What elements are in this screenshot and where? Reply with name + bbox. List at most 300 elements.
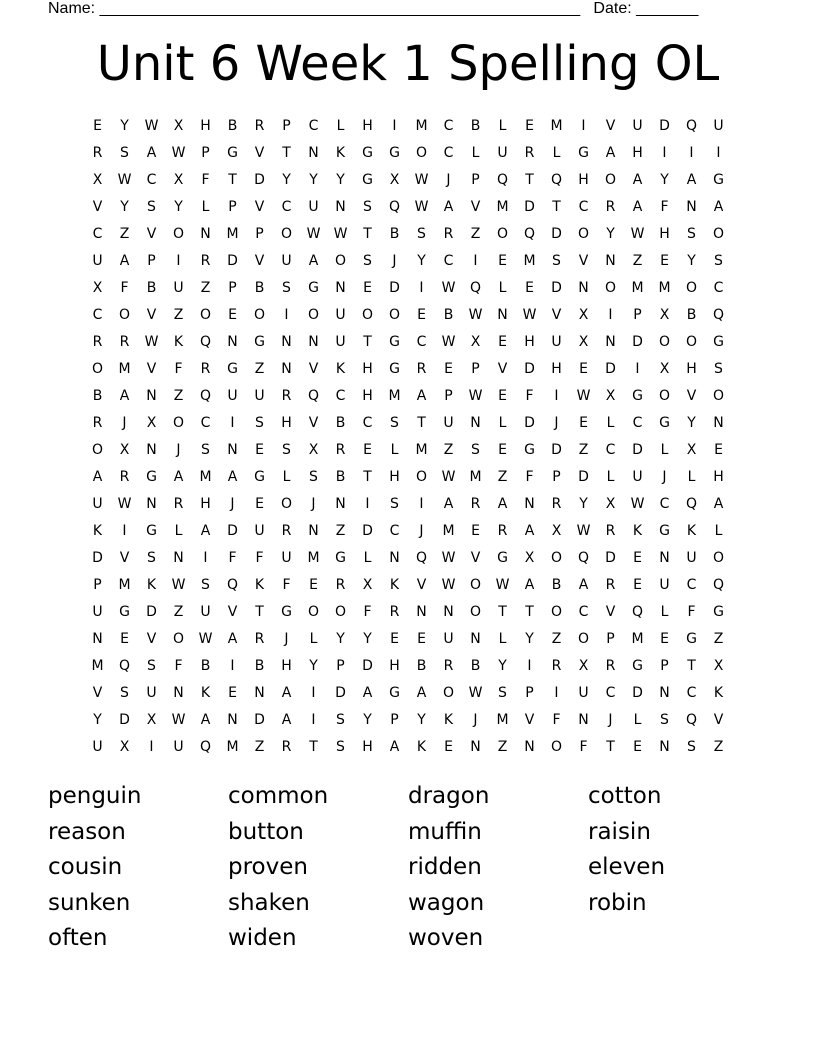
grid-letter: A	[281, 684, 292, 701]
grid-letter: A	[605, 144, 616, 161]
grid-letter: O	[550, 603, 563, 620]
grid-letter: Q	[469, 279, 482, 296]
grid-letter: Z	[713, 630, 724, 647]
grid-letter: G	[713, 603, 724, 620]
grid-letter: O	[307, 603, 320, 620]
grid-letter: S	[498, 684, 507, 701]
grid-letter: N	[389, 549, 400, 566]
grid-letter: V	[605, 117, 616, 134]
word-search-grid	[84, 112, 732, 760]
grid-letter: P	[471, 171, 480, 188]
grid-letter: M	[118, 576, 131, 593]
grid-letter: P	[336, 657, 345, 674]
grid-letter: E	[363, 441, 372, 458]
grid-letter: X	[92, 171, 103, 188]
grid-letter: C	[308, 117, 319, 134]
grid-letter: N	[227, 711, 238, 728]
grid-letter: W	[441, 468, 456, 485]
grid-letter: D	[92, 549, 103, 566]
grid-letter: W	[522, 306, 537, 323]
grid-letter: X	[578, 333, 589, 350]
grid-letter: N	[497, 306, 508, 323]
grid-letter: J	[392, 252, 397, 269]
grid-letter: A	[686, 171, 697, 188]
grid-letter: M	[415, 441, 428, 458]
grid-letter: A	[119, 252, 130, 269]
grid-letter: G	[659, 522, 670, 539]
word-list-item: raisin	[588, 818, 651, 845]
grid-letter: V	[146, 225, 157, 242]
grid-letter: X	[146, 711, 157, 728]
grid-letter: N	[146, 387, 157, 404]
grid-letter: G	[659, 414, 670, 431]
grid-letter: E	[633, 576, 642, 593]
grid-letter: B	[200, 657, 211, 674]
word-list-item: robin	[588, 889, 647, 916]
grid-letter: T	[525, 603, 534, 620]
grid-letter: O	[280, 225, 293, 242]
grid-letter: D	[146, 603, 157, 620]
grid-letter: W	[144, 117, 159, 134]
grid-letter: U	[281, 549, 292, 566]
grid-letter: P	[228, 279, 237, 296]
grid-letter: N	[686, 198, 697, 215]
grid-letter: M	[631, 279, 644, 296]
grid-letter: E	[417, 630, 426, 647]
grid-letter: M	[550, 117, 563, 134]
grid-letter: N	[605, 333, 616, 350]
grid-letter: V	[146, 630, 157, 647]
word-list-item: penguin	[48, 783, 142, 809]
grid-letter: Y	[417, 711, 426, 728]
grid-letter: G	[713, 333, 724, 350]
grid-letter: T	[687, 657, 696, 674]
grid-letter: H	[200, 495, 211, 512]
grid-letter: X	[308, 441, 319, 458]
grid-letter: R	[119, 468, 130, 485]
grid-letter: Q	[199, 387, 212, 404]
grid-letter: K	[254, 576, 265, 593]
grid-letter: P	[390, 711, 399, 728]
grid-letter: N	[281, 360, 292, 377]
grid-letter: R	[254, 117, 265, 134]
grid-letter: A	[200, 522, 211, 539]
grid-letter: F	[174, 657, 183, 674]
grid-letter: S	[660, 711, 669, 728]
grid-letter: V	[497, 360, 508, 377]
grid-letter: H	[200, 117, 211, 134]
grid-letter: M	[415, 117, 428, 134]
grid-letter: W	[144, 333, 159, 350]
grid-letter: C	[92, 306, 103, 323]
grid-letter: W	[333, 225, 348, 242]
grid-letter: M	[469, 468, 482, 485]
grid-letter: U	[92, 252, 103, 269]
grid-letter: I	[473, 252, 478, 269]
grid-letter: N	[335, 279, 346, 296]
grid-letter: G	[146, 468, 157, 485]
grid-letter: B	[686, 306, 697, 323]
grid-letter: Z	[551, 630, 562, 647]
grid-letter: T	[255, 603, 264, 620]
grid-letter: A	[281, 711, 292, 728]
grid-letter: R	[92, 414, 103, 431]
grid-letter: O	[712, 387, 725, 404]
grid-letter: C	[443, 144, 454, 161]
grid-letter: F	[255, 549, 264, 566]
grid-letter: O	[712, 225, 725, 242]
grid-letter: D	[335, 684, 346, 701]
grid-letter: Y	[120, 117, 129, 134]
grid-letter: C	[362, 414, 373, 431]
grid-letter: N	[173, 549, 184, 566]
grid-letter: U	[713, 117, 724, 134]
grid-letter: K	[416, 738, 427, 755]
grid-letter: D	[119, 711, 130, 728]
grid-letter: P	[552, 468, 561, 485]
grid-letter: J	[176, 441, 181, 458]
grid-letter: M	[226, 225, 239, 242]
grid-letter: N	[578, 279, 589, 296]
grid-letter: W	[441, 549, 456, 566]
grid-letter: L	[390, 441, 399, 458]
grid-letter: R	[605, 198, 616, 215]
grid-letter: M	[118, 360, 131, 377]
word-list-item: woven	[408, 925, 484, 952]
grid-letter: Y	[174, 198, 183, 215]
grid-letter: U	[254, 387, 265, 404]
grid-letter: I	[230, 414, 235, 431]
grid-letter: I	[662, 144, 667, 161]
grid-letter: Z	[173, 306, 184, 323]
grid-letter: L	[471, 144, 480, 161]
grid-letter: A	[416, 387, 427, 404]
grid-letter: Y	[606, 225, 615, 242]
grid-letter: T	[606, 738, 615, 755]
grid-letter: D	[632, 441, 643, 458]
grid-letter: J	[284, 630, 289, 647]
grid-letter: N	[146, 495, 157, 512]
grid-letter: W	[630, 225, 645, 242]
grid-letter: B	[416, 657, 427, 674]
grid-letter: M	[226, 738, 239, 755]
grid-letter: B	[389, 225, 400, 242]
grid-letter: R	[443, 225, 454, 242]
grid-letter: N	[524, 738, 535, 755]
grid-letter: X	[119, 738, 130, 755]
grid-letter: E	[633, 549, 642, 566]
grid-letter: O	[253, 306, 266, 323]
grid-letter: C	[659, 495, 670, 512]
grid-letter: J	[608, 711, 613, 728]
grid-letter: R	[92, 333, 103, 350]
grid-letter: Q	[226, 576, 239, 593]
grid-letter: R	[497, 522, 508, 539]
grid-letter: N	[659, 684, 670, 701]
word-list-item: widen	[228, 925, 297, 952]
grid-letter: A	[632, 171, 643, 188]
grid-letter: F	[228, 549, 237, 566]
grid-letter: O	[604, 279, 617, 296]
grid-letter: D	[362, 657, 373, 674]
grid-letter: S	[714, 360, 723, 377]
grid-letter: V	[146, 306, 157, 323]
grid-letter: W	[441, 333, 456, 350]
grid-letter: L	[660, 441, 669, 458]
grid-letter: Z	[173, 387, 184, 404]
grid-letter: E	[255, 495, 264, 512]
word-list-item: common	[228, 783, 329, 809]
grid-letter: J	[122, 414, 127, 431]
grid-letter: O	[685, 279, 698, 296]
word-list-item: wagon	[408, 889, 485, 916]
grid-letter: W	[468, 387, 483, 404]
grid-letter: C	[605, 684, 616, 701]
grid-letter: O	[199, 306, 212, 323]
grid-letter: N	[173, 684, 184, 701]
grid-letter: P	[660, 657, 669, 674]
grid-letter: S	[552, 252, 561, 269]
grid-letter: S	[390, 414, 399, 431]
grid-letter: M	[523, 252, 536, 269]
grid-letter: K	[92, 522, 103, 539]
grid-letter: G	[254, 468, 265, 485]
grid-letter: A	[524, 522, 535, 539]
grid-letter: G	[632, 657, 643, 674]
grid-letter: F	[660, 198, 669, 215]
grid-letter: V	[470, 198, 481, 215]
grid-letter: Y	[336, 630, 345, 647]
grid-letter: Q	[199, 738, 212, 755]
grid-letter: K	[173, 333, 184, 350]
grid-letter: U	[551, 333, 562, 350]
grid-letter: R	[173, 495, 184, 512]
grid-letter: Y	[363, 630, 372, 647]
grid-letter: K	[200, 684, 211, 701]
grid-letter: L	[174, 522, 183, 539]
grid-letter: E	[228, 306, 237, 323]
grid-letter: L	[336, 117, 345, 134]
grid-letter: H	[362, 360, 373, 377]
grid-letter: N	[470, 414, 481, 431]
grid-letter: B	[254, 657, 265, 674]
grid-letter: U	[443, 414, 454, 431]
grid-letter: F	[552, 711, 561, 728]
grid-letter: U	[227, 387, 238, 404]
grid-letter: C	[281, 198, 292, 215]
grid-letter: U	[686, 549, 697, 566]
grid-letter: T	[228, 171, 237, 188]
grid-letter: C	[335, 387, 346, 404]
grid-letter: Y	[417, 252, 426, 269]
grid-letter: E	[363, 279, 372, 296]
grid-letter: U	[92, 738, 103, 755]
grid-letter: G	[254, 333, 265, 350]
grid-letter: K	[443, 711, 454, 728]
grid-letter: U	[335, 333, 346, 350]
grid-letter: D	[605, 549, 616, 566]
grid-letter: S	[714, 252, 723, 269]
grid-letter: X	[578, 306, 589, 323]
grid-letter: S	[120, 684, 129, 701]
grid-letter: Y	[93, 711, 102, 728]
grid-letter: O	[712, 549, 725, 566]
grid-letter: N	[200, 225, 211, 242]
grid-letter: R	[281, 387, 292, 404]
grid-letter: I	[122, 522, 127, 539]
grid-letter: H	[551, 360, 562, 377]
grid-letter: H	[686, 360, 697, 377]
grid-letter: E	[444, 360, 453, 377]
grid-letter: X	[173, 117, 184, 134]
grid-letter: N	[335, 495, 346, 512]
grid-letter: U	[281, 252, 292, 269]
grid-letter: Z	[497, 738, 508, 755]
grid-letter: F	[120, 279, 129, 296]
grid-letter: O	[388, 306, 401, 323]
grid-letter: S	[120, 144, 129, 161]
grid-letter: N	[605, 252, 616, 269]
grid-letter: E	[633, 738, 642, 755]
grid-letter: M	[91, 657, 104, 674]
grid-letter: Q	[523, 225, 536, 242]
grid-letter: O	[172, 414, 185, 431]
grid-letter: D	[551, 225, 562, 242]
grid-letter: U	[308, 198, 319, 215]
grid-letter: U	[335, 306, 346, 323]
grid-letter: W	[576, 387, 591, 404]
grid-letter: S	[687, 738, 696, 755]
grid-letter: L	[201, 198, 210, 215]
grid-letter: X	[713, 657, 724, 674]
grid-letter: T	[363, 333, 372, 350]
grid-letter: L	[606, 414, 615, 431]
grid-letter: B	[470, 657, 481, 674]
grid-letter: S	[147, 198, 156, 215]
grid-letter: N	[92, 630, 103, 647]
grid-letter: B	[551, 576, 562, 593]
grid-letter: Y	[336, 171, 345, 188]
grid-letter: O	[550, 738, 563, 755]
grid-letter: L	[498, 117, 507, 134]
grid-letter: S	[336, 738, 345, 755]
grid-letter: Y	[579, 495, 588, 512]
grid-letter: Z	[173, 603, 184, 620]
grid-letter: I	[581, 117, 586, 134]
grid-letter: L	[606, 468, 615, 485]
grid-letter: K	[389, 576, 400, 593]
grid-letter: N	[146, 441, 157, 458]
grid-letter: C	[713, 279, 724, 296]
grid-letter: A	[92, 468, 103, 485]
grid-letter: B	[227, 117, 238, 134]
grid-letter: V	[227, 603, 238, 620]
grid-letter: I	[365, 495, 370, 512]
grid-letter: Q	[685, 711, 698, 728]
grid-letter: R	[416, 360, 427, 377]
grid-letter: Q	[550, 171, 563, 188]
grid-letter: D	[659, 117, 670, 134]
grid-letter: W	[306, 225, 321, 242]
grid-letter: O	[172, 630, 185, 647]
grid-letter: N	[227, 333, 238, 350]
grid-letter: A	[146, 144, 157, 161]
grid-letter: G	[389, 360, 400, 377]
grid-letter: O	[442, 684, 455, 701]
grid-letter: G	[119, 603, 130, 620]
grid-letter: V	[470, 549, 481, 566]
grid-letter: A	[308, 252, 319, 269]
grid-letter: O	[91, 360, 104, 377]
grid-letter: I	[689, 144, 694, 161]
grid-letter: W	[495, 576, 510, 593]
grid-letter: S	[201, 576, 210, 593]
grid-letter: S	[282, 441, 291, 458]
grid-letter: V	[578, 252, 589, 269]
grid-letter: Y	[282, 171, 291, 188]
grid-letter: U	[632, 468, 643, 485]
grid-letter: D	[632, 333, 643, 350]
grid-letter: V	[605, 603, 616, 620]
grid-letter: P	[444, 387, 453, 404]
grid-letter: A	[227, 468, 238, 485]
grid-letter: P	[201, 144, 210, 161]
grid-letter: E	[579, 360, 588, 377]
grid-letter: V	[686, 387, 697, 404]
grid-letter: E	[579, 414, 588, 431]
grid-letter: C	[146, 171, 157, 188]
grid-letter: W	[441, 576, 456, 593]
grid-letter: G	[578, 144, 589, 161]
grid-letter: S	[363, 252, 372, 269]
grid-letter: D	[227, 522, 238, 539]
grid-letter: F	[282, 576, 291, 593]
grid-letter: D	[524, 414, 535, 431]
grid-letter: U	[497, 144, 508, 161]
grid-letter: S	[147, 657, 156, 674]
grid-letter: E	[255, 441, 264, 458]
grid-letter: K	[335, 360, 346, 377]
grid-letter: G	[146, 522, 157, 539]
grid-letter: D	[524, 360, 535, 377]
grid-letter: R	[335, 576, 346, 593]
grid-letter: Q	[685, 117, 698, 134]
grid-letter: D	[524, 198, 535, 215]
grid-letter: X	[173, 171, 184, 188]
grid-letter: I	[527, 657, 532, 674]
grid-letter: M	[388, 387, 401, 404]
grid-letter: R	[551, 495, 562, 512]
grid-letter: B	[335, 468, 346, 485]
grid-letter: J	[311, 495, 316, 512]
grid-letter: E	[498, 387, 507, 404]
grid-letter: X	[92, 279, 103, 296]
grid-letter: T	[498, 603, 507, 620]
grid-letter: N	[659, 549, 670, 566]
word-list-item: eleven	[588, 854, 666, 881]
grid-letter: W	[468, 306, 483, 323]
grid-letter: K	[713, 684, 724, 701]
grid-letter: O	[91, 441, 104, 458]
grid-letter: W	[414, 171, 429, 188]
grid-letter: N	[416, 603, 427, 620]
grid-letter: X	[605, 495, 616, 512]
grid-letter: Z	[497, 468, 508, 485]
grid-letter: G	[335, 549, 346, 566]
grid-letter: E	[471, 522, 480, 539]
grid-letter: C	[416, 333, 427, 350]
grid-letter: G	[713, 171, 724, 188]
